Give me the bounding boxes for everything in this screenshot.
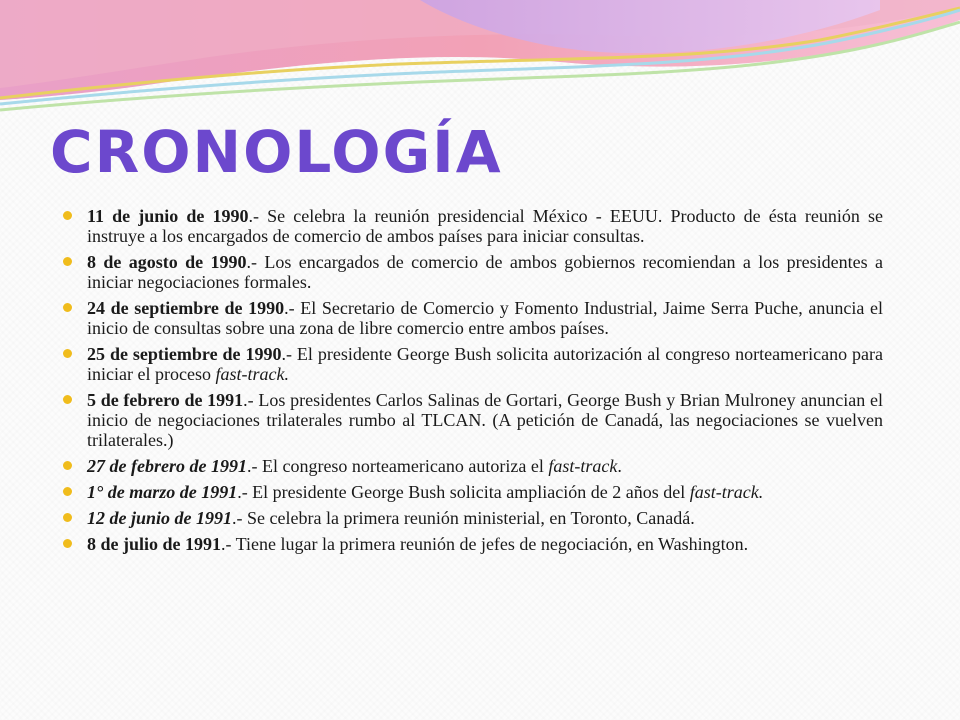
item-emphasis: fast-track. xyxy=(215,364,289,384)
slide-title: CRONOLOGÍA xyxy=(50,118,503,186)
item-emphasis: fast-track xyxy=(548,456,618,476)
bullet-icon xyxy=(63,461,72,470)
timeline-item xyxy=(63,508,883,528)
item-date: 8 de agosto de 1990 xyxy=(87,252,247,272)
bullet-icon xyxy=(63,349,72,358)
item-text: .- Tiene lugar la primera reunión de jefes de negociación, en Washington. xyxy=(221,534,749,554)
item-date: 11 de junio de 1990 xyxy=(87,206,249,226)
timeline-item xyxy=(63,344,883,384)
item-date: 27 de febrero de 1991 xyxy=(87,456,247,476)
item-text: .- Se celebra la reunión presidencial México - EEUU. Producto de ésta reunión se instruye a los encargados de comercio de ambos países para iniciar consultas. xyxy=(87,206,884,246)
bullet-icon xyxy=(63,487,72,496)
item-date: 12 de junio de 1991 xyxy=(87,508,233,528)
bullet-icon xyxy=(63,539,72,548)
timeline-list xyxy=(63,206,883,560)
timeline-item xyxy=(63,252,883,292)
item-tail: . xyxy=(617,456,622,476)
item-text: .- El congreso norteamericano autoriza el xyxy=(246,456,549,476)
item-date: 5 de febrero de 1991 xyxy=(87,390,244,410)
item-date: 8 de julio de 1991 xyxy=(87,534,222,554)
bullet-icon xyxy=(63,395,72,404)
timeline-item xyxy=(63,206,883,246)
item-text: .- Los encargados de comercio de ambos gobiernos recomiendan a los presidentes a iniciar negociaciones formales. xyxy=(87,252,884,292)
bullet-icon xyxy=(63,303,72,312)
item-text: .- El presidente George Bush solicita ampliación de 2 años del xyxy=(237,482,690,502)
timeline-item xyxy=(63,390,883,450)
timeline-item xyxy=(63,298,883,338)
bullet-icon xyxy=(63,211,72,220)
item-emphasis: fast-track. xyxy=(689,482,764,502)
item-date: 25 de septiembre de 1990 xyxy=(87,344,282,364)
item-date: 1° de marzo de 1991 xyxy=(87,482,238,502)
timeline-item xyxy=(63,456,883,476)
bullet-icon xyxy=(63,257,72,266)
timeline-item xyxy=(63,534,883,554)
decorative-wave-banner xyxy=(0,0,960,120)
bullet-icon xyxy=(63,513,72,522)
item-date: 24 de septiembre de 1990 xyxy=(87,298,285,318)
timeline-item xyxy=(63,482,883,502)
item-text: .- El presidente George Bush solicita autorización al congreso norteamericano para iniciar el proceso xyxy=(87,344,883,384)
item-text: .- Se celebra la primera reunión ministerial, en Toronto, Canadá. xyxy=(232,508,695,528)
item-text: .- Los presidentes Carlos Salinas de Gortari, George Bush y Brian Mulroney anuncian el inicio de negociaciones trilaterales rumbo al TLCAN. (A petición de Canadá, las negociaciones se vuelven trilaterales.) xyxy=(87,390,883,450)
item-text: .- El Secretario de Comercio y Fomento Industrial, Jaime Serra Puche, anuncia el inicio de consultas sobre una zona de libre comercio entre ambos países. xyxy=(87,298,883,338)
